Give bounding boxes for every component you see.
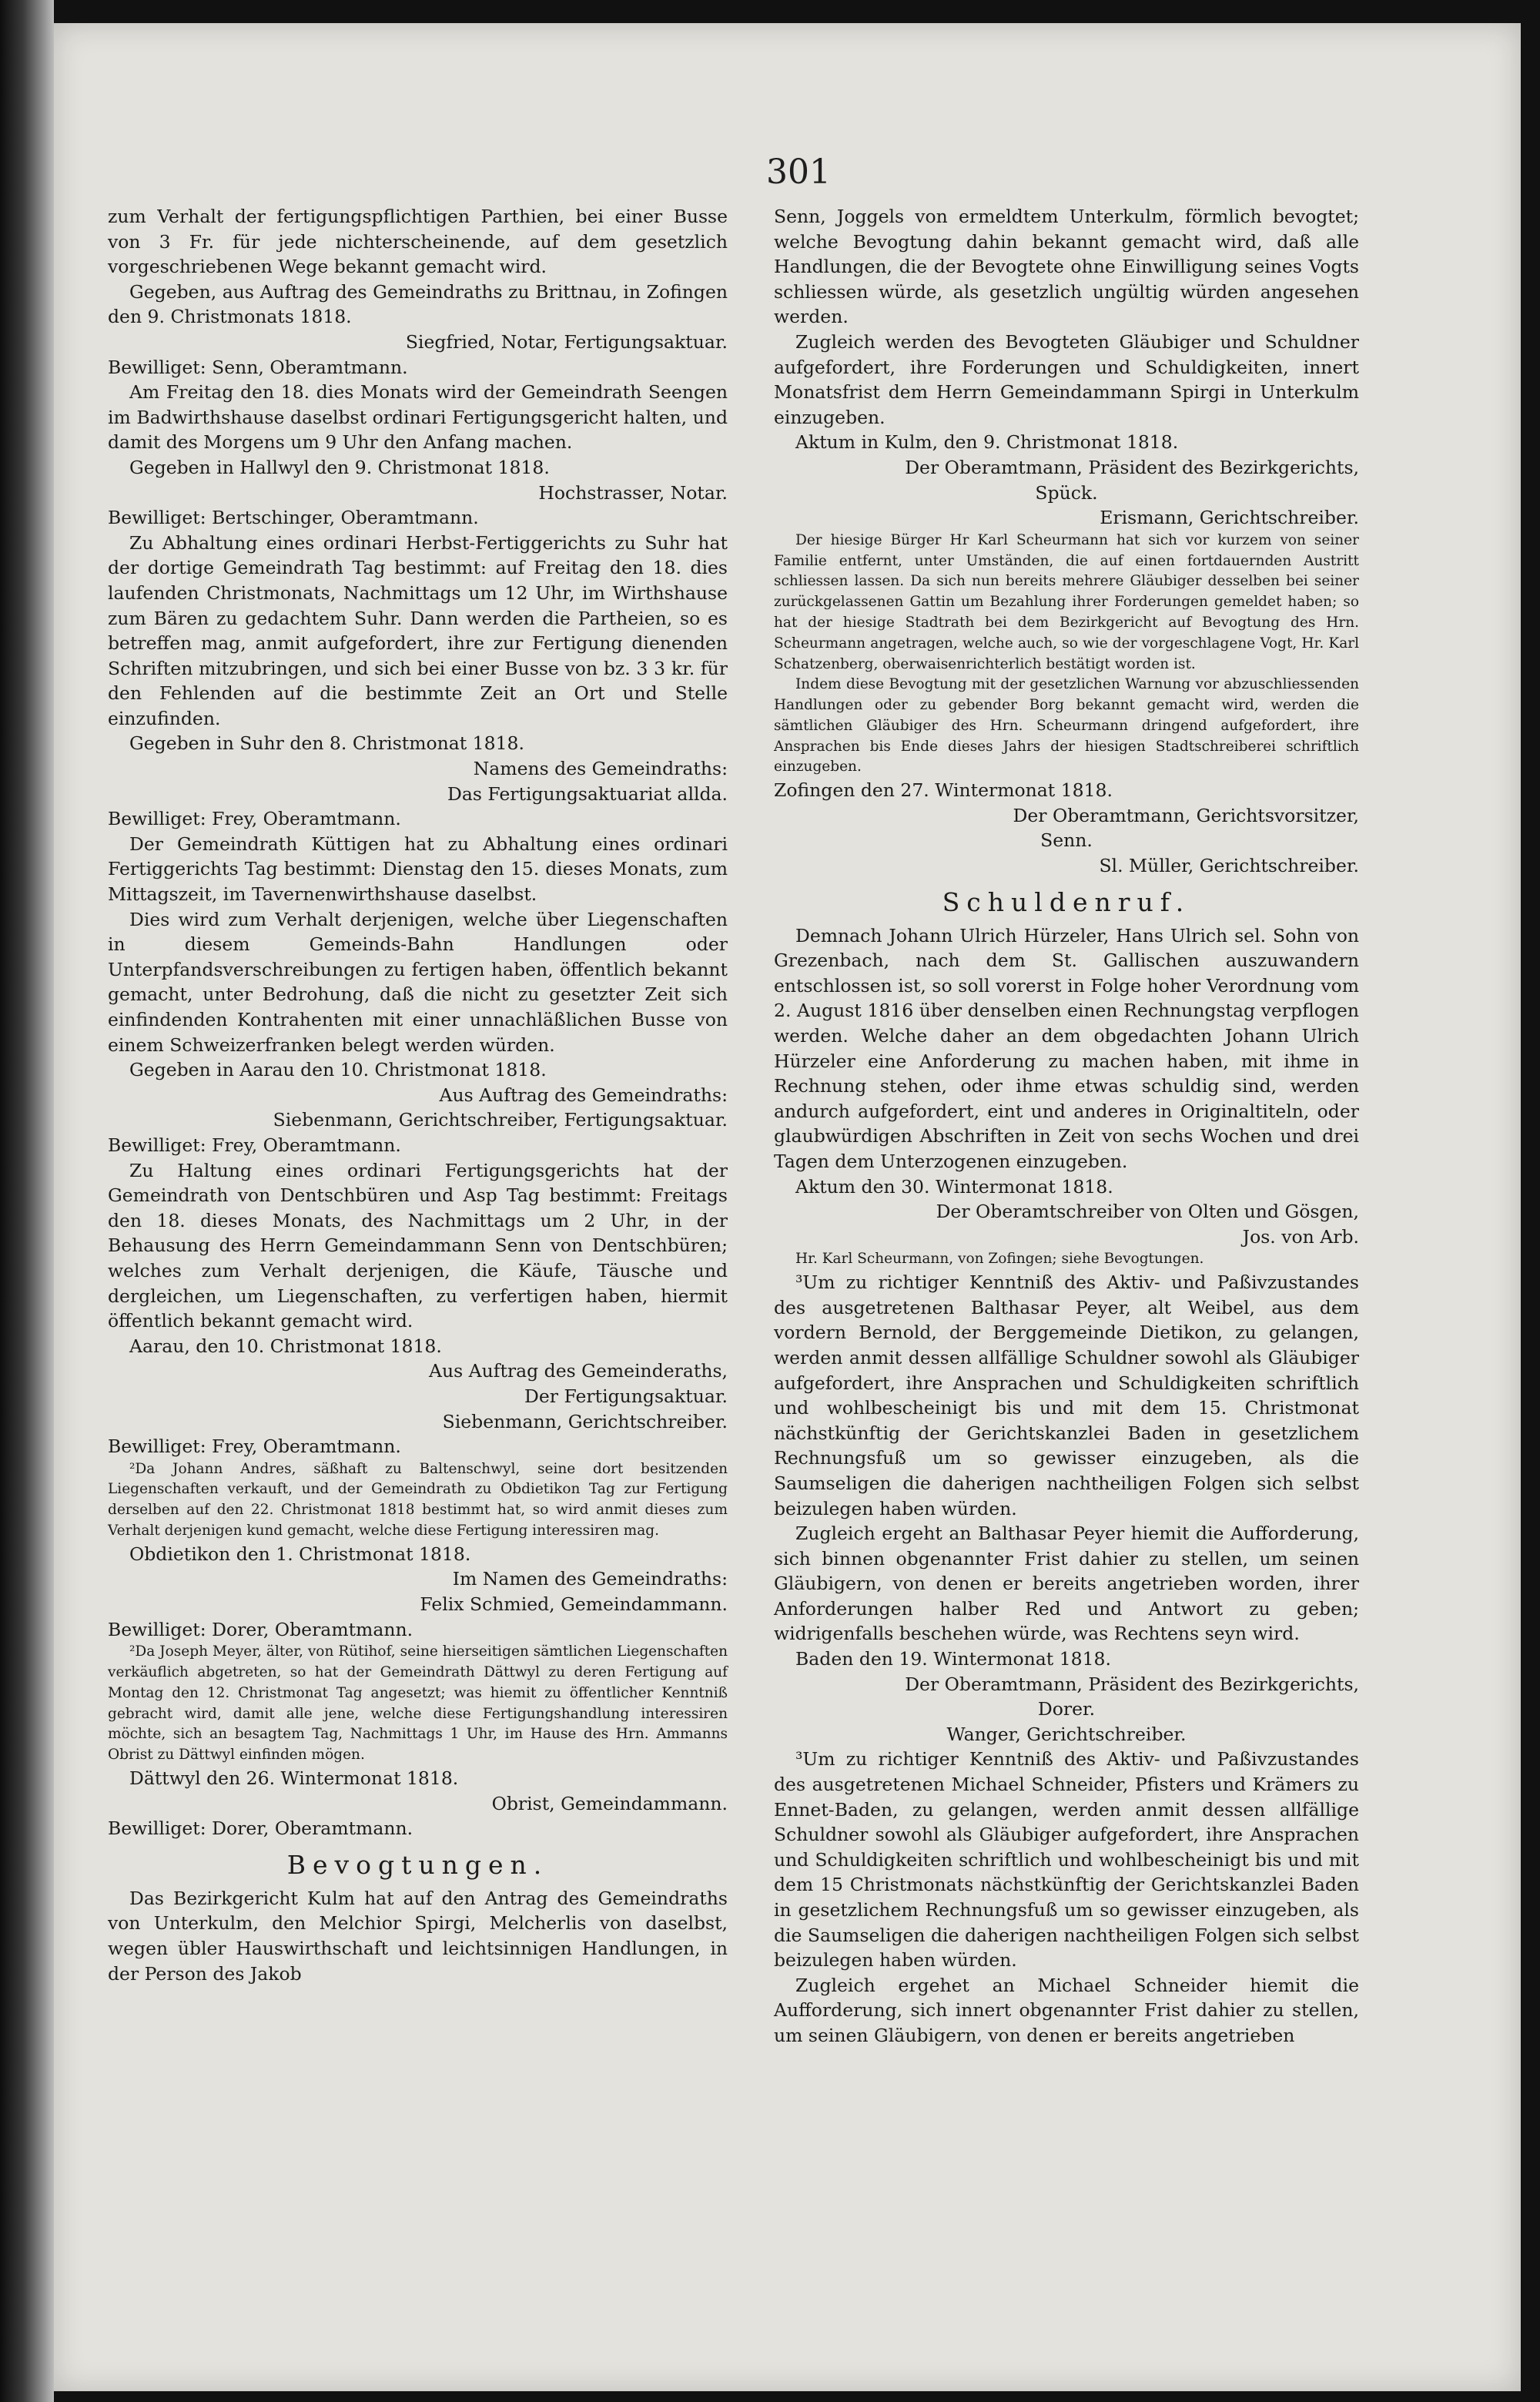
right-paragraph-r10: Der Oberamtmann, Gerichtsvorsitzer, [1013, 804, 1359, 826]
left-paragraph-l12: Das Fertigungsaktuariat allda. [447, 782, 728, 805]
left-paragraph-l34: Bewilliget: Dorer, Oberamtmann. [108, 1817, 413, 1840]
left-paragraph-l29: Felix Schmied, Gemeindammann. [420, 1593, 728, 1616]
right-paragraph-r8: Indem diese Bevogtung mit der gesetzlichen Warnung vor abzuschliessenden Handlungen oder zu gebender Borg bekannt gemacht wird, werden die sämtlichen Gläubiger des Hrn. Scheurmann dringend aufgefordert, ihre Ansprachen bis Ende dieses Jahrs der hiesigen Stadtschreiberei schriftlich einzugeben. [774, 676, 1359, 776]
right-paragraph-r15: Aktum den 30. Wintermonat 1818. [795, 1175, 1113, 1198]
right-paragraph-r23: Dorer. [1037, 1698, 1096, 1720]
left-paragraph-l17: Aus Auftrag des Gemeindraths: [439, 1084, 728, 1106]
left-paragraph-l25: Bewilliget: Frey, Oberamtmann. [108, 1436, 401, 1458]
left-paragraph-l32: Dättwyl den 26. Wintermonat 1818. [129, 1767, 459, 1790]
left-paragraph-l20: Zu Haltung eines ordinari Fertigungsgerichts hat der Gemeindrath von Dentschbüren und Asp Tag bestimmt: Freitags den 18. dieses Monats, des Nachmittags um 2 Uhr, in der Behausung des Herrn Gemeindammann Senn von Dentschbüren; welches zum Verhalt derjenigen, die Käufe, Täusche und dergleichen, um Liegenschaften, zu verfertigen haben, hiermit öffentlich bekannt gemacht wird. [108, 1159, 728, 1332]
left-paragraph-l31: ²Da Joseph Meyer, älter, von Rütihof, seine hierseitigen sämtlichen Liegenschaften verkäuflich abgetreten, so hat der Gemeindrath Dättwyl zu deren Fertigung auf Montag den 12. Christmonat Tag angesetzt; was hiemit zu öffentlicher Kenntniß gebracht wird, damit alle jene, welche diese Fertigungshandlung interessiren möchte, sich an besagtem Tag, Nachmittags 1 Uhr, im Hause des Hrn. Ammanns Obrist zu Dättwyl einfinden mögen. [108, 1643, 728, 1764]
left-paragraph-l11: Namens des Gemeindraths: [473, 758, 728, 780]
left-paragraph-l3: Siegfried, Notar, Fertigungsaktuar. [405, 330, 728, 353]
left-paragraph-l8: Bewilliget: Bertschinger, Oberamtmann. [108, 507, 479, 529]
left-paragraph-l18: Siebenmann, Gerichtschreiber, Fertigungsaktuar. [273, 1109, 728, 1131]
right-paragraph-r22: Der Oberamtmann, Präsident des Bezirkgerichts, [905, 1673, 1359, 1695]
left-paragraph-l14: Der Gemeindrath Küttigen hat zu Abhaltung eines ordinari Fertiggerichts Tag bestimmt: Dienstag den 15. dieses Monats, zum Mittagszeit, im Tavernenwirthshause daselbst. [108, 832, 728, 906]
left-paragraph-l26: ²Da Johann Andres, säßhaft zu Baltenschwyl, seine dort besitzenden Liegenschaften verkauft, und der Gemeindrath zu Obdietikon Tag zur Fertigung derselben auf den 22. Christmonat 1818 bestimmt hat, so wird anmit dieses zum Verhalt derjenigen kund gemacht, welche diese Fertigung interessiren mag. [108, 1460, 728, 1539]
right-paragraph-r20: Zugleich ergeht an Balthasar Peyer hiemit die Aufforderung, sich binnen obgenannter Frist dahier zu stellen, um seinen Gläubigern, von denen er bereits angetrieben worden, ihrer Anforderungen halber Red und Antwort zu geben; widrigenfalls beschehen würde, was Rechtens seyn wird. [774, 1523, 1359, 1645]
left-paragraph-l21: Aarau, den 10. Christmonat 1818. [129, 1335, 442, 1357]
right-paragraph-r9: Zofingen den 27. Wintermonat 1818. [774, 779, 1113, 802]
right-paragraph-r26: Zugleich ergehet an Michael Schneider hiemit die Aufforderung, sich innert obgenannter Frist dahier zu stellen, um seinen Gläubigern, von denen er bereits angetrieben [774, 1974, 1359, 2046]
left-paragraph-l16: Gegeben in Aarau den 10. Christmonat 1818. [129, 1059, 547, 1081]
left-paragraph-l2: Gegeben, aus Auftrag des Gemeindraths zu Brittnau, in Zofingen den 9. Christmonats 1818. [108, 280, 728, 328]
right-paragraph-r25: ³Um zu richtiger Kenntniß des Aktiv- und Paßivzustandes des ausgetretenen Michael Schneider, Pfisters und Krämers zu Ennet-Baden, zu gelangen, werden anmit dessen allfällige Schuldner sowohl als Gläubiger aufgefordert, ihre Ansprachen und Schuldigkeiten schriftlich und wohlbescheinigt bis und mit dem 15 Christmonats nächstkünftig der Gerichtskanzlei Baden in gesetzlichem Rechnungsfuß um so gewisser einzugeben, als die Saumseligen die daherigen nachtheiligen Folgen sich selbst beizulegen haben würden. [774, 1748, 1359, 1972]
left-paragraph-l4: Bewilliget: Senn, Oberamtmann. [108, 356, 408, 378]
left-paragraph-l1: zum Verhalt der fertigungspflichtigen Parthien, bei einer Busse von 3 Fr. für jede nichterscheinende, auf dem gesetzlich vorgeschriebenen Wege bekannt gemacht wird. [108, 206, 728, 278]
left-paragraph-l27: Obdietikon den 1. Christmonat 1818. [129, 1543, 471, 1565]
left-paragraph-l28: Im Namen des Gemeindraths: [452, 1568, 728, 1590]
right-paragraph-r7: Der hiesige Bürger Hr Karl Scheurmann hat sich vor kurzem von seiner Familie entfernt, unter Umständen, die auf einen fortdauernden Austritt schliessen lassen. Da sich nun bereits mehrere Gläubiger desselben bei seiner zurückgelassenen Gattin um Bezahlung ihrer Forderungen gemeldet haben; so hat der hiesige Stadtrath bei dem Bezirkgericht auf Bevogtung des Hrn. Scheurmann angetragen, welche auch, so wie der vorgeschlagene Vogt, Hr. Karl Schatzenberg, oberwaisenrichterlich bestätigt worden ist. [774, 531, 1359, 672]
left-paragraph-l6: Gegeben in Hallwyl den 9. Christmonat 1818. [129, 456, 550, 478]
right-paragraph-r5: Spück. [1035, 481, 1098, 504]
left-column [108, 204, 728, 1986]
right-paragraph-r13: Schuldenruf. [942, 886, 1191, 917]
left-paragraph-l9: Zu Abhaltung eines ordinari Herbst-Fertiggerichts zu Suhr hat der dortige Gemeindrath Tag bestimmt: auf Freitag den 18. dies laufenden Christmonats, Nachmittags um 12 Uhr, im Wirthshause zum Bären zu gedachtem Suhr. Dann werden die Partheien, so es betreffen mag, anmit aufgefordert, ihre zur Fertigung dienenden Schriften mitzubringen, und sich bei einer Busse von bz. 3 3 kr. für den Fehlenden auf die bestimmte Zeit an Ort und Stelle einzufinden. [108, 531, 728, 729]
right-paragraph-r14: Demnach Johann Ulrich Hürzeler, Hans Ulrich sel. Sohn von Grezenbach, nach dem St. Gallischen auszuwandern entschlossen ist, so soll vorerst in Folge hoher Verordnung vom 2. August 1816 über denselben einen Rechnungstag verpflogen werden. Welche daher an dem obgedachten Johann Ulrich Hürzeler eine Anforderung zu machen haben, mit ihme in Rechnung stehen, oder ihme etwas schuldig sind, werden andurch aufgefordert, eint und anderes in Originaltiteln, oder glaubwürdigen Abschriften in Zeit von sechs Wochen und drei Tagen dem Unterzogenen einzugeben. [774, 924, 1359, 1172]
left-paragraph-l15: Dies wird zum Verhalt derjenigen, welche über Liegenschaften in diesem Gemeinds-Bahn Handlungen oder Unterpfandsverschreibungen zu fertigen haben, öffentlich bekannt gemacht, unter Bedrohung, daß die nicht zu gesetzter Zeit sich einfindenden Kontrahenten mit einer unnachläßlichen Busse von einem Schweizerfranken belegt werden würden. [108, 908, 728, 1056]
right-paragraph-r11: Senn. [1040, 829, 1093, 852]
left-paragraph-l13: Bewilliget: Frey, Oberamtmann. [108, 808, 401, 830]
right-paragraph-r2: Zugleich werden des Bevogteten Gläubiger und Schuldner aufgefordert, ihre Forderungen und Schuldigkeiten, innert Monatsfrist dem Herrn Gemeindammann Spirgi in Unterkulm einzugeben. [774, 330, 1359, 428]
right-paragraph-r1: Senn, Joggels von ermeldtem Unterkulm, förmlich bevogtet; welche Bevogtung dahin bekannt gemacht wird, daß alle Handlungen, die der Bevogtete ohne Einwilligung seines Vogts schliessen würde, als gesetzlich ungültig würden angesehen werden. [774, 206, 1359, 328]
left-paragraph-l5: Am Freitag den 18. dies Monats wird der Gemeindrath Seengen im Badwirthshause daselbst ordinari Fertigungsgericht halten, und damit des Morgens um 9 Uhr den Anfang machen. [108, 381, 728, 454]
right-paragraph-r19: ³Um zu richtiger Kenntniß des Aktiv- und Paßivzustandes des ausgetretenen Balthasar Peyer, alt Weibel, aus dem vordern Bernold, der Berggemeinde Dietikon, zu gelangen, werden anmit dessen allfällige Schuldner sowohl als Gläubiger aufgefordert, ihre Ansprachen und Schuldigkeiten schriftlich und wohlbescheinigt bis und mit dem 15. Christmonat nächstkünftig der Gerichtskanzlei Baden in gesetzlichem Rechnungsfuß um so gewisser einzugeben, als die Saumseligen die daherigen nachtheiligen Folgen sich selbst beizulegen haben würden. [774, 1271, 1359, 1519]
left-paragraph-l10: Gegeben in Suhr den 8. Christmonat 1818. [129, 732, 524, 755]
left-paragraph-l19: Bewilliget: Frey, Oberamtmann. [108, 1134, 401, 1156]
left-paragraph-l35: Bevogtungen. [286, 1849, 549, 1880]
left-paragraph-l36: Das Bezirkgericht Kulm hat auf den Antrag des Gemeindraths von Unterkulm, den Melchior Spirgi, Melcherlis von daselbst, wegen übler Hauswirthschaft und leichtsinnigen Handlungen, in der Person des Jakob [108, 1887, 728, 1985]
right-paragraph-r3: Aktum in Kulm, den 9. Christmonat 1818. [795, 431, 1179, 454]
right-paragraph-r24: Wanger, Gerichtschreiber. [946, 1723, 1187, 1745]
right-column [774, 204, 1359, 2049]
left-paragraph-l30: Bewilliget: Dorer, Oberamtmann. [108, 1618, 413, 1640]
right-paragraph-r12: Sl. Müller, Gerichtschreiber. [1099, 855, 1359, 877]
left-paragraph-l23: Der Fertigungsaktuar. [524, 1385, 728, 1407]
right-paragraph-r17: Jos. von Arb. [1242, 1225, 1359, 1248]
left-paragraph-l33: Obrist, Gemeindammann. [491, 1792, 728, 1814]
left-paragraph-l7: Hochstrasser, Notar. [538, 481, 728, 504]
right-paragraph-r21: Baden den 19. Wintermonat 1818. [795, 1648, 1111, 1670]
right-paragraph-r16: Der Oberamtschreiber von Olten und Gösgen, [936, 1201, 1359, 1223]
page-number: 301 [766, 152, 831, 192]
right-paragraph-r6: Erismann, Gerichtschreiber. [1100, 507, 1359, 529]
scan-edge [0, 0, 54, 2402]
right-paragraph-r18: Hr. Karl Scheurmann, von Zofingen; siehe Bevogtungen. [795, 1251, 1204, 1268]
left-paragraph-l24: Siebenmann, Gerichtschreiber. [442, 1410, 728, 1432]
right-paragraph-r4: Der Oberamtmann, Präsident des Bezirkgerichts, [905, 456, 1359, 478]
left-paragraph-l22: Aus Auftrag des Gemeinderaths, [429, 1360, 728, 1382]
